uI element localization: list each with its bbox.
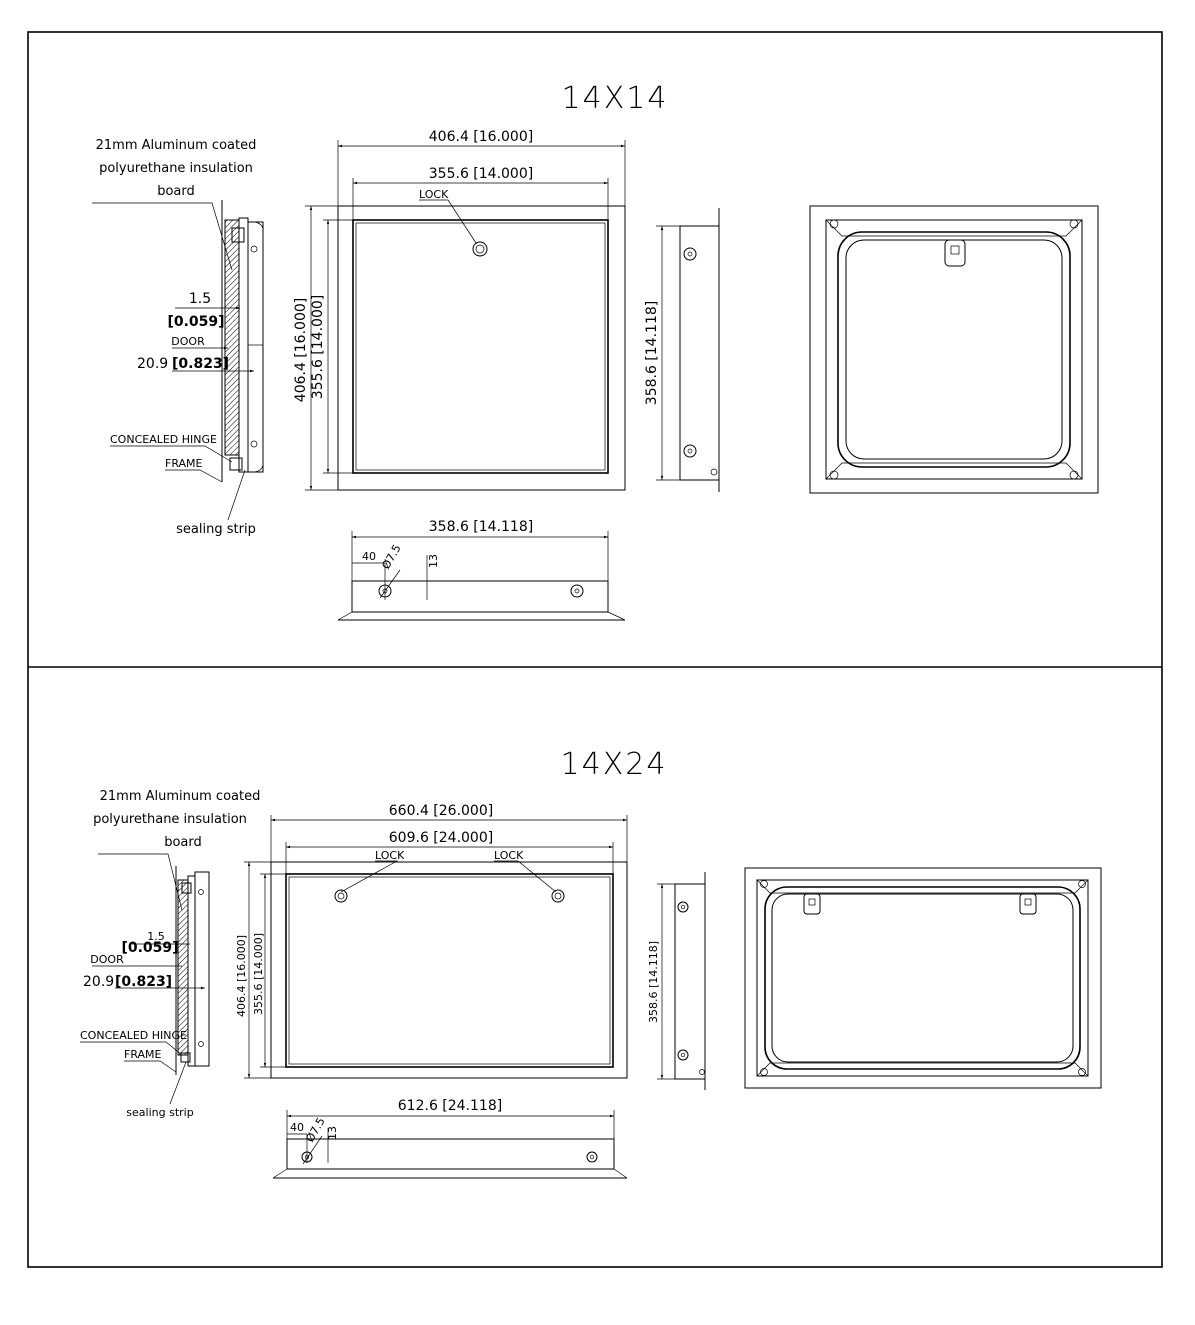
panel-title: 14X24 (560, 747, 668, 782)
outer-width-dim: 406.4 [16.000] (428, 129, 534, 145)
callout-line-1: 21mm Aluminum coated (99, 789, 261, 804)
gap-value: 1.5 (188, 291, 212, 307)
lock-icon (552, 890, 564, 902)
edge-dim: 13 (427, 554, 440, 568)
outer-height-dim: 406.4 [16.000] (293, 297, 309, 403)
section-view (176, 866, 209, 1075)
lock-icon (473, 242, 487, 256)
back-view (810, 206, 1098, 493)
hole-dim: Ø7.5 (379, 542, 404, 572)
door-value: 20.9 (83, 974, 115, 990)
callout-line-3: board (157, 184, 195, 199)
back-view (745, 868, 1101, 1088)
door-inch: [0.823] (172, 356, 230, 372)
hinge-label: CONCEALED HINGE (80, 1029, 187, 1042)
outer-frame (271, 862, 627, 1078)
panel-title: 14X14 (561, 81, 669, 116)
frame-label: FRAME (124, 1048, 162, 1061)
panel-14x14 (92, 81, 1098, 620)
seal-label: sealing strip (176, 522, 256, 537)
door-panel (286, 874, 613, 1067)
front-view (235, 803, 627, 1078)
panel-14x24 (80, 747, 1101, 1178)
door-label: DOOR (90, 953, 124, 966)
door-label: DOOR (171, 335, 205, 348)
hole-dim: Ø7.5 (303, 1115, 328, 1145)
side-height-dim: 358.6 [14.118] (647, 940, 660, 1024)
callout-line-2: polyurethane insulation (99, 161, 253, 176)
outer-height-dim: 406.4 [16.000] (235, 934, 248, 1018)
lock-label: LOCK (375, 849, 405, 862)
bottom-width-dim: 358.6 [14.118] (428, 519, 534, 535)
sheet-border (28, 32, 1162, 1267)
lock-label: LOCK (494, 849, 524, 862)
door-value: 20.9 (137, 356, 169, 372)
side-view (647, 872, 705, 1090)
inner-width-dim: 355.6 [14.000] (428, 166, 534, 182)
offset-dim: 40 (362, 550, 376, 563)
callout-line-2: polyurethane insulation (93, 812, 247, 827)
callout-line-1: 21mm Aluminum coated (95, 138, 257, 153)
gap-inch: [0.059] (167, 314, 225, 330)
gap-value: 1.5 (147, 930, 165, 943)
door-inch: [0.823] (115, 974, 173, 990)
gap-inch: [0.059] (121, 940, 179, 956)
frame-label: FRAME (165, 457, 203, 470)
inner-height-dim: 355.6 [14.000] (310, 294, 326, 400)
front-view (293, 129, 625, 490)
callout-line-3: board (164, 835, 202, 850)
door-panel (353, 220, 608, 473)
edge-dim: 13 (326, 1126, 339, 1140)
inner-width-dim: 609.6 [24.000] (388, 830, 494, 846)
offset-dim: 40 (290, 1121, 304, 1134)
section-view (222, 200, 263, 482)
lock-label: LOCK (419, 188, 449, 201)
side-height-dim: 358.6 [14.118] (644, 300, 660, 406)
callout-leader (92, 203, 232, 270)
latch-icon (945, 240, 965, 266)
bottom-width-dim: 612.6 [24.118] (397, 1098, 503, 1114)
inner-height-dim: 355.6 [14.000] (252, 932, 265, 1016)
seal-label: sealing strip (126, 1106, 194, 1119)
outer-width-dim: 660.4 [26.000] (388, 803, 494, 819)
bottom-view (338, 519, 625, 620)
outer-frame (338, 206, 625, 490)
side-view (644, 208, 719, 492)
latch-icon (1020, 894, 1036, 914)
hinge-label: CONCEALED HINGE (110, 433, 217, 446)
latch-icon (804, 894, 820, 914)
bottom-view (273, 1098, 627, 1178)
